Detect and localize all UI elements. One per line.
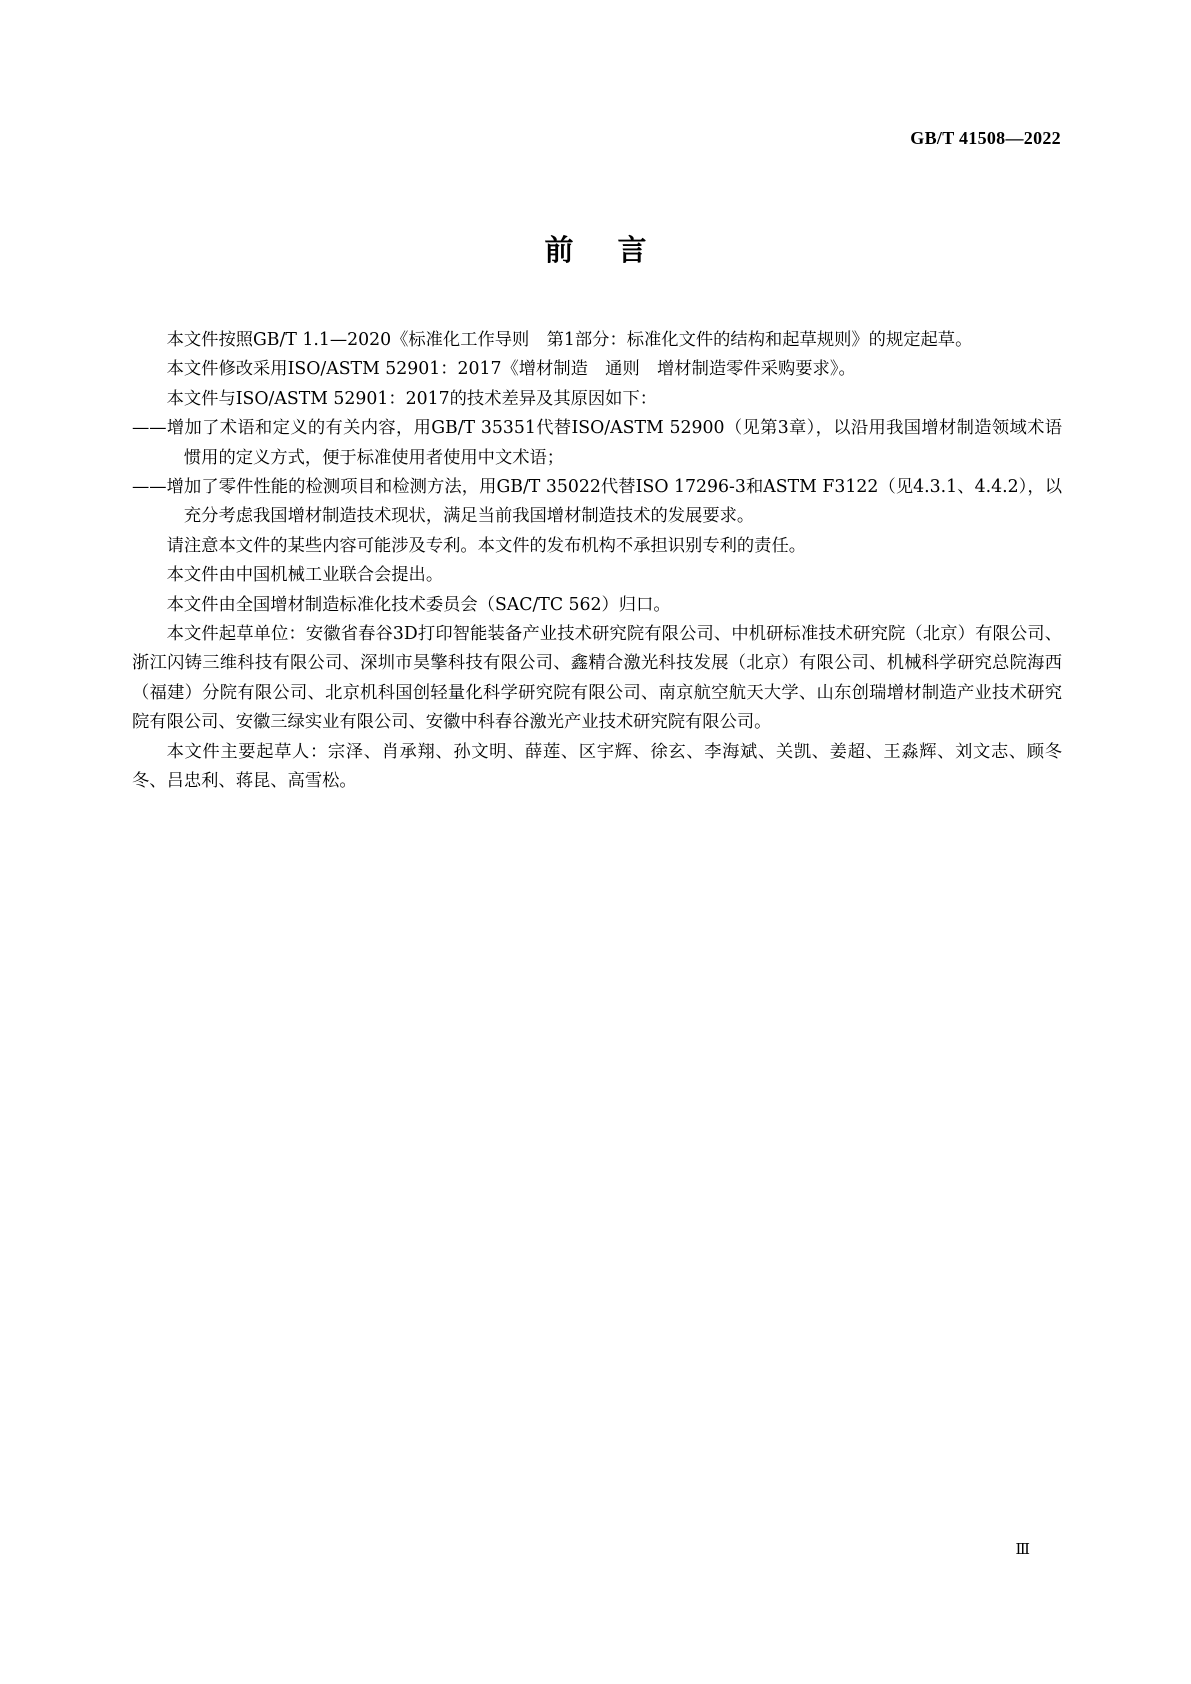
- standard-code: GB/T 41508—2022: [910, 128, 1061, 148]
- paragraph-differences-intro: 本文件与ISO/ASTM 52901：2017的技术差异及其原因如下：: [166, 388, 658, 409]
- difference-item-testing: ——增加了零件性能的检测项目和检测方法，用GB/T 35022代替ISO 17296-3和ASTM F3122（见4.3.1、4.4.2），以充分考虑我国增材制造技术现状，满足当前我国增材制造技术的发展要求。: [132, 477, 1062, 527]
- paragraph-responsible-committee: 本文件由全国增材制造标准化技术委员会（SAC/TC 562）归口。: [166, 594, 671, 615]
- paragraph-drafting-rules: 本文件按照GB/T 1.1—2020《标准化工作导则 第1部分：标准化文件的结构和起草规则》的规定起草。: [166, 330, 973, 350]
- paragraph-drafting-organizations: 本文件起草单位：安徽省春谷3D打印智能装备产业技术研究院有限公司、中机研标准技术研究院（北京）有限公司、浙江闪铸三维科技有限公司、深圳市昊擎科技有限公司、鑫精合激光科技发展（北京）有限公司、机械科学研究总院海西（福建）分院有限公司、北京机科国创轻量化科学研究院有限公司、南京航空航天大学、山东创瑞增材制造产业技术研究院有限公司、安徽三绿实业有限公司、安徽中科春谷激光产业技术研究院有限公司。: [132, 624, 1062, 733]
- difference-item-terms: ——增加了术语和定义的有关内容，用GB/T 35351代替ISO/ASTM 52900（见第3章），以沿用我国增材制造领域术语惯用的定义方式，便于标准使用者使用中文术语；: [132, 418, 1062, 468]
- page-title: 前言: [544, 233, 691, 267]
- foreword-body: [132, 326, 1062, 797]
- page-number: Ⅲ: [1015, 1542, 1030, 1558]
- paragraph-main-drafters: 本文件主要起草人：宗泽、肖承翔、孙文明、薛莲、区宇辉、徐玄、李海斌、关凯、姜超、王淼辉、刘文志、顾冬冬、吕忠利、蒋昆、高雪松。: [132, 741, 1062, 792]
- paragraph-proposed-by: 本文件由中国机械工业联合会提出。: [166, 565, 444, 586]
- paragraph-adoption: 本文件修改采用ISO/ASTM 52901：2017《增材制造 通则 增材制造零件采购要求》。: [166, 359, 856, 380]
- paragraph-patent-notice: 请注意本文件的某些内容可能涉及专利。本文件的发布机构不承担识别专利的责任。: [166, 535, 807, 556]
